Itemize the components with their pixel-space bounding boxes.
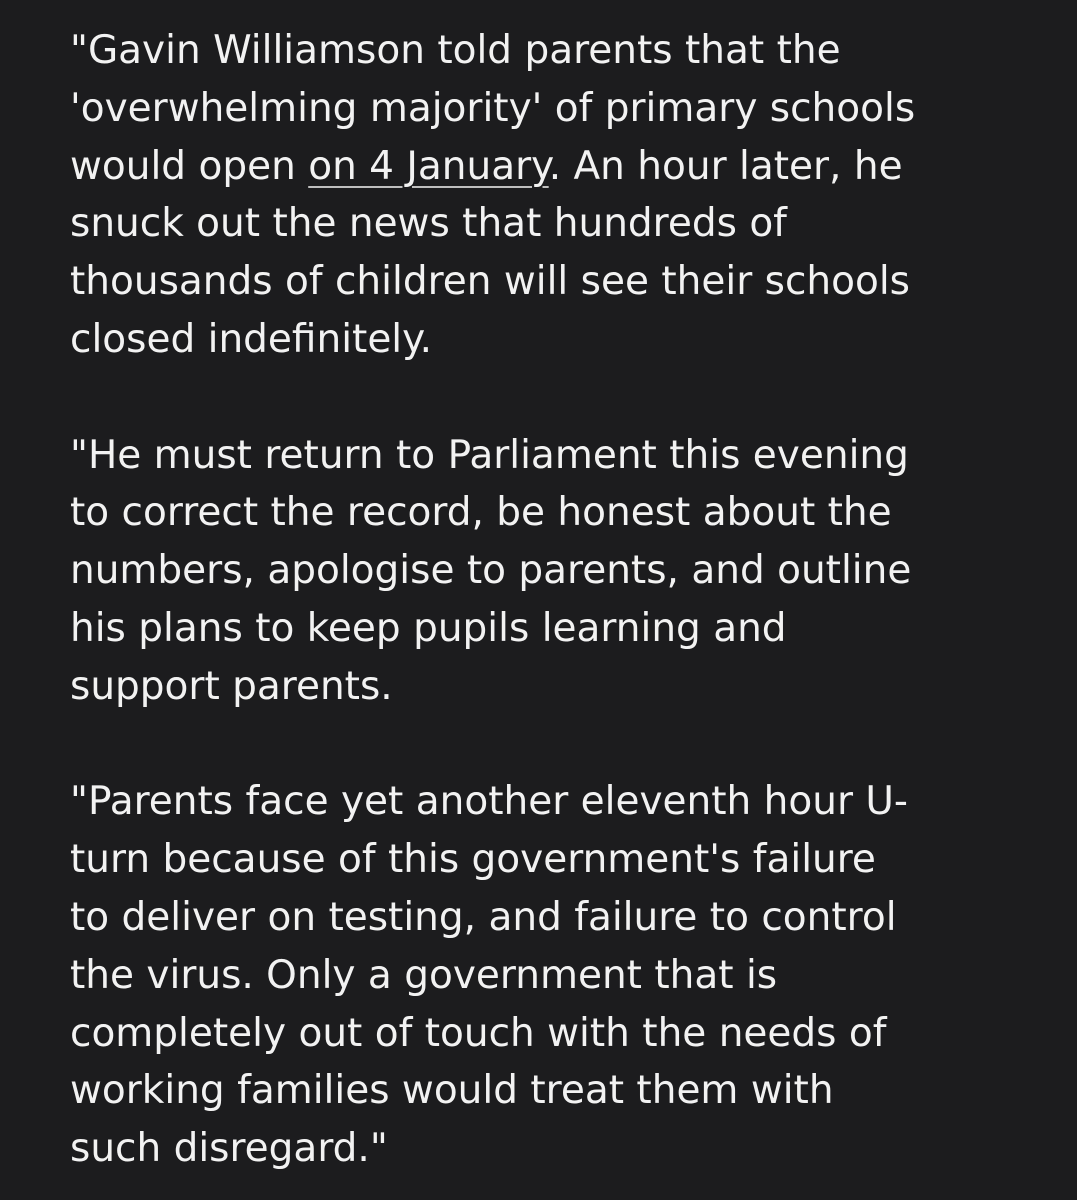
paragraph-3 <box>70 773 1060 1178</box>
text-line: numbers, apologise to parents, and outline <box>70 548 912 594</box>
text-segment: would open <box>70 143 309 189</box>
article-body <box>70 22 1060 1178</box>
text-segment: . An hour later, he <box>548 143 903 189</box>
text-line: his plans to keep pupils learning and <box>70 605 787 651</box>
date-link[interactable]: on 4 January <box>308 143 549 189</box>
text-line: snuck out the news that hundreds of <box>70 201 787 247</box>
text-line: "He must return to Parliament this evening <box>70 432 909 478</box>
text-line: working families would treat them with <box>70 1068 834 1114</box>
text-line <box>70 138 1060 196</box>
paragraph-2 <box>70 427 1060 716</box>
paragraph-1 <box>70 22 1060 369</box>
text-line: such disregard." <box>70 1126 388 1172</box>
text-line: thousands of children will see their schools <box>70 259 910 305</box>
text-line: closed indefinitely. <box>70 316 433 362</box>
text-line: 'overwhelming majority' of primary schools <box>70 85 916 131</box>
text-line: the virus. Only a government that is <box>70 952 778 998</box>
text-line: "Gavin Williamson told parents that the <box>70 28 841 73</box>
text-line: to correct the record, be honest about the <box>70 490 892 536</box>
text-line: to deliver on testing, and failure to control <box>70 894 897 940</box>
text-line: completely out of touch with the needs of <box>70 1010 887 1056</box>
text-line: support parents. <box>70 663 393 709</box>
text-line: "Parents face yet another eleventh hour U- <box>70 779 909 825</box>
text-line: turn because of this government's failure <box>70 837 876 883</box>
